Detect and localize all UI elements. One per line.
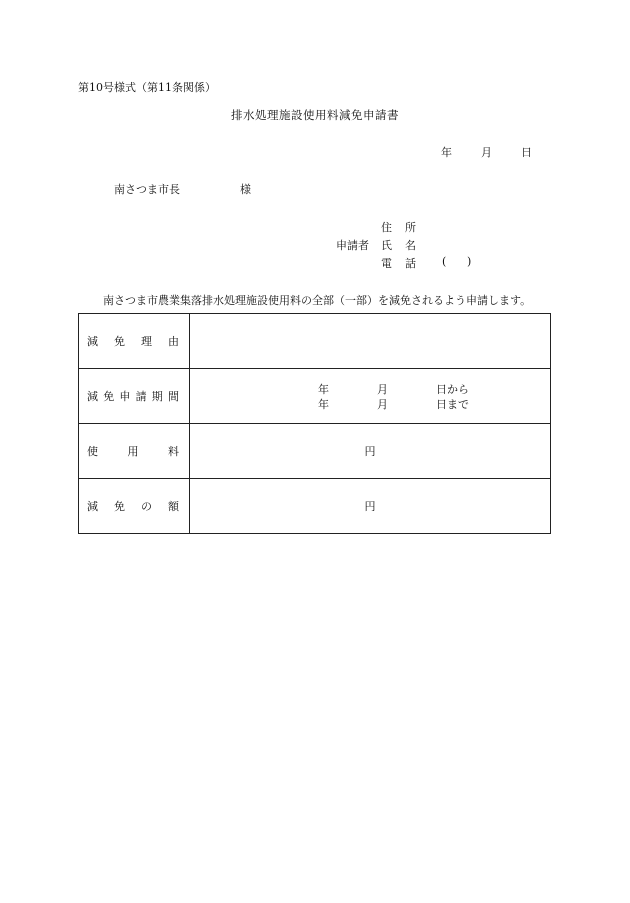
period-to-line xyxy=(190,396,550,411)
date-year-label: 年 xyxy=(441,146,452,159)
address-label-char-1: 住 xyxy=(381,221,392,234)
label-char: 減 xyxy=(87,335,98,348)
address-label-char-2: 所 xyxy=(405,221,416,234)
yen-unit: 円 xyxy=(364,445,376,458)
label-char: 料 xyxy=(168,445,179,458)
reason-label xyxy=(79,314,190,369)
label-char: 由 xyxy=(168,335,179,348)
period-label xyxy=(79,369,190,424)
phone-paren-close: ) xyxy=(467,255,472,268)
label-char: 請 xyxy=(135,390,147,403)
label-char: 用 xyxy=(127,445,139,458)
table-row xyxy=(79,479,551,534)
fee-label xyxy=(79,424,190,479)
phone-label-char-1: 電 xyxy=(381,257,392,270)
addressee-honorific: 様 xyxy=(240,183,251,196)
date-month-label: 月 xyxy=(481,146,492,159)
phone-paren-open: ( xyxy=(442,255,447,268)
period-to-year: 年 xyxy=(318,398,329,411)
period-from-year: 年 xyxy=(318,383,329,396)
table-row xyxy=(79,424,551,479)
table-row xyxy=(79,369,551,424)
label-char: 免 xyxy=(103,390,115,403)
yen-unit: 円 xyxy=(364,500,376,513)
date-day-label: 日 xyxy=(521,146,532,159)
phone-label-char-2: 話 xyxy=(405,257,416,270)
addressee-name: 南さつま市長 xyxy=(114,183,180,196)
label-char: 減 xyxy=(87,390,98,403)
date-line xyxy=(441,144,532,160)
label-char: 期 xyxy=(151,390,163,403)
request-statement: 南さつま市農業集落排水処理施設使用料の全部（一部）を減免されるよう申請します。 xyxy=(103,294,532,307)
period-to-day: 日まで xyxy=(436,398,469,411)
period-from-month: 月 xyxy=(377,383,388,396)
label-char: 免 xyxy=(114,500,125,513)
form-number: 第10号様式（第11条関係） xyxy=(78,81,216,94)
label-char: 減 xyxy=(87,500,98,513)
reduction-amount-label xyxy=(79,479,190,534)
reduction-details-table xyxy=(78,313,551,534)
name-label-char-1: 氏 xyxy=(381,239,392,252)
period-field[interactable] xyxy=(190,369,551,424)
reason-field[interactable] xyxy=(190,314,551,369)
applicant-label: 申請者 xyxy=(336,239,369,252)
label-char: 使 xyxy=(87,445,98,458)
label-char: 間 xyxy=(167,390,179,403)
document-title: 排水処理施設使用料減免申請書 xyxy=(231,108,399,122)
reduction-amount-field[interactable] xyxy=(190,479,551,534)
table-row xyxy=(79,314,551,369)
period-from-day: 日から xyxy=(436,383,469,396)
label-char: 免 xyxy=(114,335,125,348)
label-char: の xyxy=(141,500,152,513)
fee-field[interactable] xyxy=(190,424,551,479)
label-char: 額 xyxy=(168,500,179,513)
label-char: 申 xyxy=(119,390,131,403)
name-label-char-2: 名 xyxy=(405,239,416,252)
label-char: 理 xyxy=(141,335,152,348)
period-from-line xyxy=(190,381,550,396)
period-to-month: 月 xyxy=(377,398,388,411)
